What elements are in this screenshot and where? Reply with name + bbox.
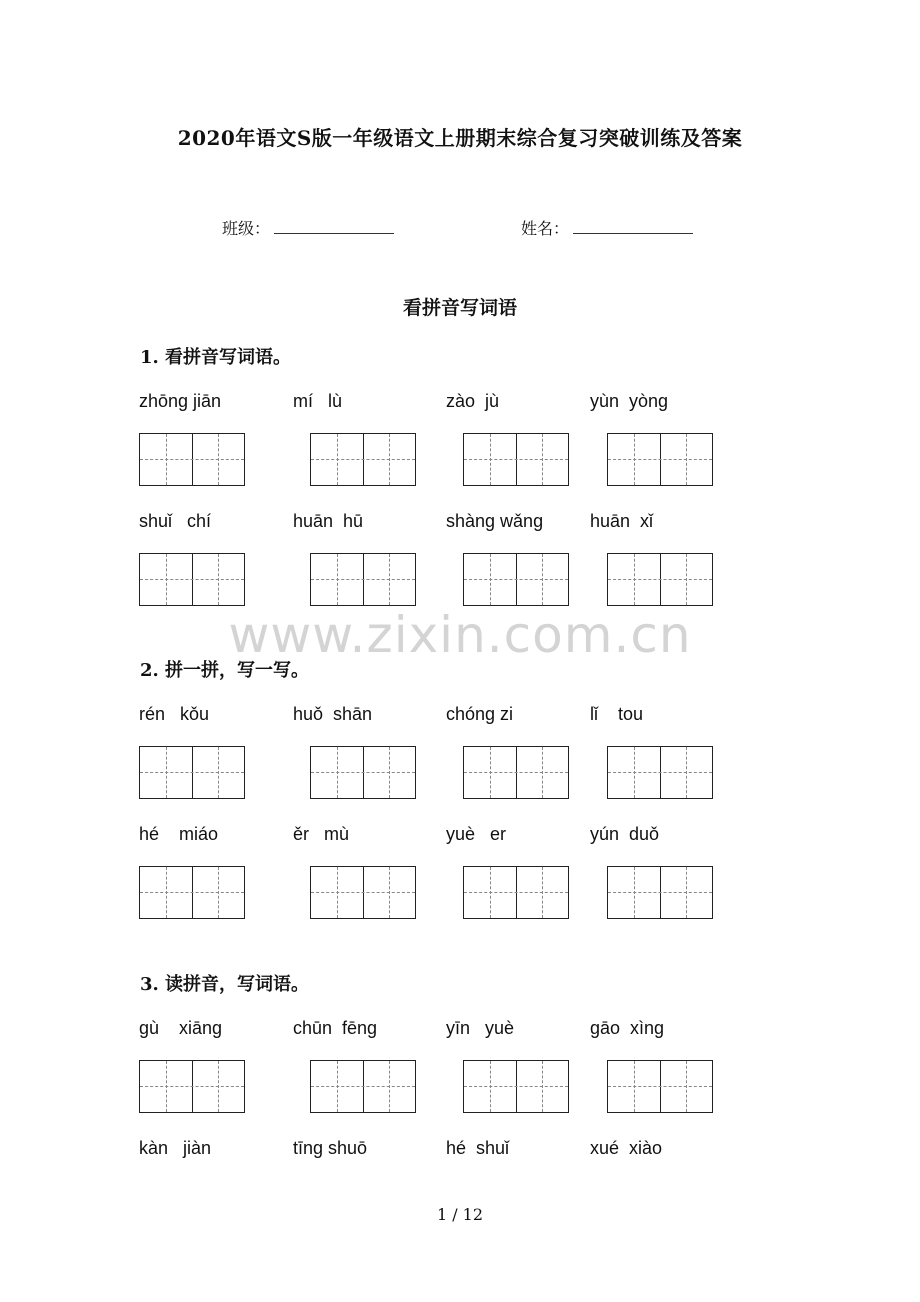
question-3-label: 3. 读拼音，写词语。 (140, 974, 310, 995)
writing-grid-box[interactable] (607, 433, 713, 486)
pinyin-word: zhōng jiān (139, 391, 222, 411)
pinyin-word: lǐ tou (590, 704, 644, 724)
name-label: 姓名： (521, 219, 570, 238)
writing-grid-box[interactable] (463, 866, 569, 919)
writing-grid-box[interactable] (607, 1060, 713, 1113)
class-blank[interactable] (274, 219, 394, 234)
writing-grid-box[interactable] (139, 553, 245, 606)
question-1-label: 1. 看拼音写词语。 (140, 347, 292, 368)
pinyin-word: yuè er (446, 824, 507, 844)
writing-grid-box[interactable] (139, 866, 245, 919)
page-number: 1 / 12 (436, 1205, 484, 1224)
pinyin-word: yīn yuè (446, 1018, 515, 1038)
pinyin-word: kàn jiàn (139, 1138, 212, 1158)
writing-grid-box[interactable] (310, 553, 416, 606)
writing-grid-box[interactable] (607, 553, 713, 606)
writing-grid-box[interactable] (139, 1060, 245, 1113)
name-blank[interactable] (573, 219, 693, 234)
writing-grid-box[interactable] (310, 866, 416, 919)
writing-grid-box[interactable] (310, 746, 416, 799)
writing-grid-box[interactable] (607, 746, 713, 799)
pinyin-word: tīng shuō (293, 1138, 368, 1158)
question-2-label: 2. 拼一拼，写一写。 (140, 660, 310, 681)
pinyin-word: huǒ shān (293, 704, 373, 724)
writing-grid-box[interactable] (607, 866, 713, 919)
pinyin-word: shuǐ chí (139, 511, 212, 531)
pinyin-word: ěr mù (293, 824, 350, 844)
pinyin-word: huān hū (293, 511, 364, 531)
pinyin-word: yùn yòng (590, 391, 669, 411)
writing-grid-box[interactable] (463, 433, 569, 486)
writing-grid-box[interactable] (310, 1060, 416, 1113)
pinyin-word: huān xǐ (590, 511, 654, 531)
pinyin-word: xué xiào (590, 1138, 663, 1158)
pinyin-word: gāo xìng (590, 1018, 665, 1038)
pinyin-word: hé shuǐ (446, 1138, 510, 1158)
name-field (521, 216, 693, 239)
writing-grid-box[interactable] (463, 553, 569, 606)
writing-grid-box[interactable] (139, 746, 245, 799)
pinyin-word: zào jù (446, 391, 500, 411)
pinyin-word: hé miáo (139, 824, 219, 844)
pinyin-word: mí lù (293, 391, 343, 411)
pinyin-word: shàng wǎng (446, 511, 544, 531)
watermark: www.zixin.com.cn (228, 606, 692, 664)
section-title: 看拼音写词语 (402, 297, 517, 319)
pinyin-word: rén kǒu (139, 704, 210, 724)
writing-grid-box[interactable] (463, 1060, 569, 1113)
writing-grid-box[interactable] (463, 746, 569, 799)
pinyin-word: chóng zi (446, 704, 514, 724)
pinyin-word: gù xiāng (139, 1018, 223, 1038)
pinyin-word: yún duǒ (590, 824, 660, 844)
pinyin-word: chūn fēng (293, 1018, 378, 1038)
class-field (222, 216, 394, 239)
writing-grid-box[interactable] (139, 433, 245, 486)
class-label: 班级： (222, 219, 271, 238)
document-title: 2020年语文S版一年级语文上册期末综合复习突破训练及答案 (177, 126, 743, 150)
writing-grid-box[interactable] (310, 433, 416, 486)
